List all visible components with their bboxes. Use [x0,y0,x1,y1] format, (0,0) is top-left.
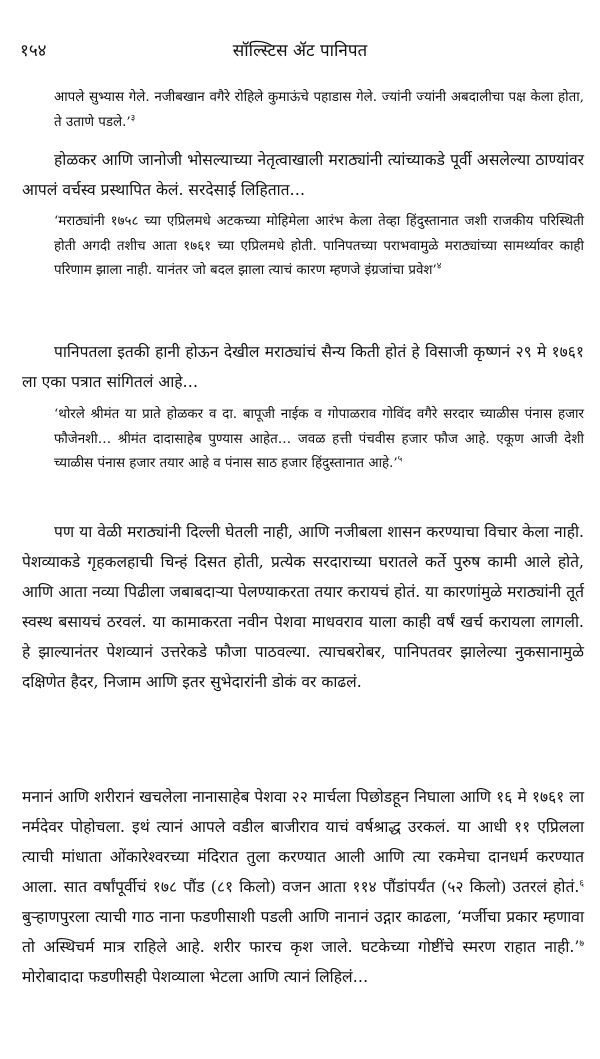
footnote-marker: ५ [397,454,403,465]
page-header [20,38,580,64]
paragraph-holkar: होळकर आणि जानोजी भोसल्याच्या नेतृत्वाखाली मराठ्यांनी त्यांच्याकडे पूर्वी असलेल्या ठाण्यांवर आपलं वर्चस्व प्रस्थापित केलं. सरदेसाई लिहितात… [22,151,584,199]
paragraph-quote-letter: ‘थोरले श्रीमंत या प्राते होळकर व दा. बापूजी नाईक व गोपाळराव गोविंद वगैरे सरदार च्याळीस पंनास हजार फौजेनशी… श्रीमंत दादासाहेब पुण्यास आहेत… जवळ हत्ती पंचवीस हजार फौज आहे. एकूण आजी देशी च्याळीस पंनास हजार तयार आहे व पंनास साठ हजार हिंदुस्तानात आहे.’$^५$ [54,407,584,471]
footnote-marker: ४ [436,261,442,272]
paragraph-peshwa-aftermath: पण या वेळी मराठ्यांनी दिल्ली घेतली नाही, आणि नजीबला शासन करण्याचा विचार केला नाही. पेशव्याकडे गृहकलहाची चिन्हं दिसत होती, प्रत्येक सरदाराच्या घरातले कर्ते पुरुष कामी आले होते, आणि आता नव्या पिढीला जबाबदाऱ्या पेलण्याकरता तयार करायचं होतं. या कारणांमुळे मराठ्यांनी तूर्त स्वस्थ बसायचं ठरवलं. या कामाकरता नवीन पेशवा माधवराव याला काही वर्षं खर्च करायला लागली. हे झाल्यानंतर पेशव्यानं उत्तरेकडे फौजा पाठवल्या. त्याचबरोबर, पानिपतवर झालेल्या नुकसानामुळे दक्षिणेत हैदर, निजाम आणि इतर सुभेदारांनी डोकं वर काढलं. [22,523,584,691]
running-title: सॉल्स्टिस ॲट पानिपत [232,41,368,61]
page-number: १५४ [20,41,47,61]
paragraph-nanasaheb: मनानं आणि शरीरानं खचलेला नानासाहेब पेशवा २२ मार्चला पिछोडहून निघाला आणि १६ मे १७६१ ला नर्मदेवर पोहोचला. इथं त्यानं आपले वडील बाजीराव याचं वर्षश्राद्ध उरकलं. या आधी ११ एप्रिलला त्याची मांधाता ओंकारेश्वरच्या मंदिरात तुला करण्यात आली आणि त्या रकमेचा दानधर्म करण्यात आला. सात वर्षांपूर्वीचं १७८ पौंड (८१ किलो) वजन आता ११४ पौंडांपर्यंत (५२ किलो) उतरलं होतं.$^६$ बुऱ्हाणपुरला त्याची गाठ नाना फडणीसाशी पडली आणि नानानं उद्गार काढला, ‘मर्जीचा प्रकार म्हणावा तो अस्थिचर्म मात्र राहिले आहे. शरीर फारच कृश जाले. घटकेच्या गोष्टींचे स्मरण राहात नाही.’$^७$ मोरोबादादा फडणीसही पेशव्याला भेटला आणि त्यानं लिहिलं… [22,788,584,986]
paragraph-quote-continuation: आपले सुभ्यास गेले. नजीबखान वगैरे रोहिले कुमाऊंचे पहाडास गेले. ज्यांनी ज्यांनी अबदालीचा पक्ष केला होता, ते उताणे पडले.’$^३$ [54,90,584,130]
footnote-marker: ६ [579,878,584,889]
paragraph-visaji-letter: पानिपतला इतकी हानी होऊन देखील मराठ्यांचं सैन्य किती होतं हे विसाजी कृष्णनं २९ मे १७६१ ला एका पत्रात सांगितलं आहे… [22,343,584,391]
footnote-marker: ७ [579,938,584,949]
paragraph-quote-sardesai: ‘मराठ्यांनी १७५८ च्या एप्रिलमधे अटकच्या मोहिमेला आरंभ केला तेव्हा हिंदुस्तानात जशी राजकीय परिस्थिती होती अगदी तशीच आता १७६१ च्या एप्रिलमधे होती. पानिपतच्या पराभवामुळे मराठ्यांच्या सामर्थ्यावर काही परिणाम झाला नाही. यानंतर जो बदल झाला त्याचं कारण म्हणजे इंग्रजांचा प्रवेश’$^४$ [54,214,584,278]
footnote-marker: ३ [130,113,136,124]
